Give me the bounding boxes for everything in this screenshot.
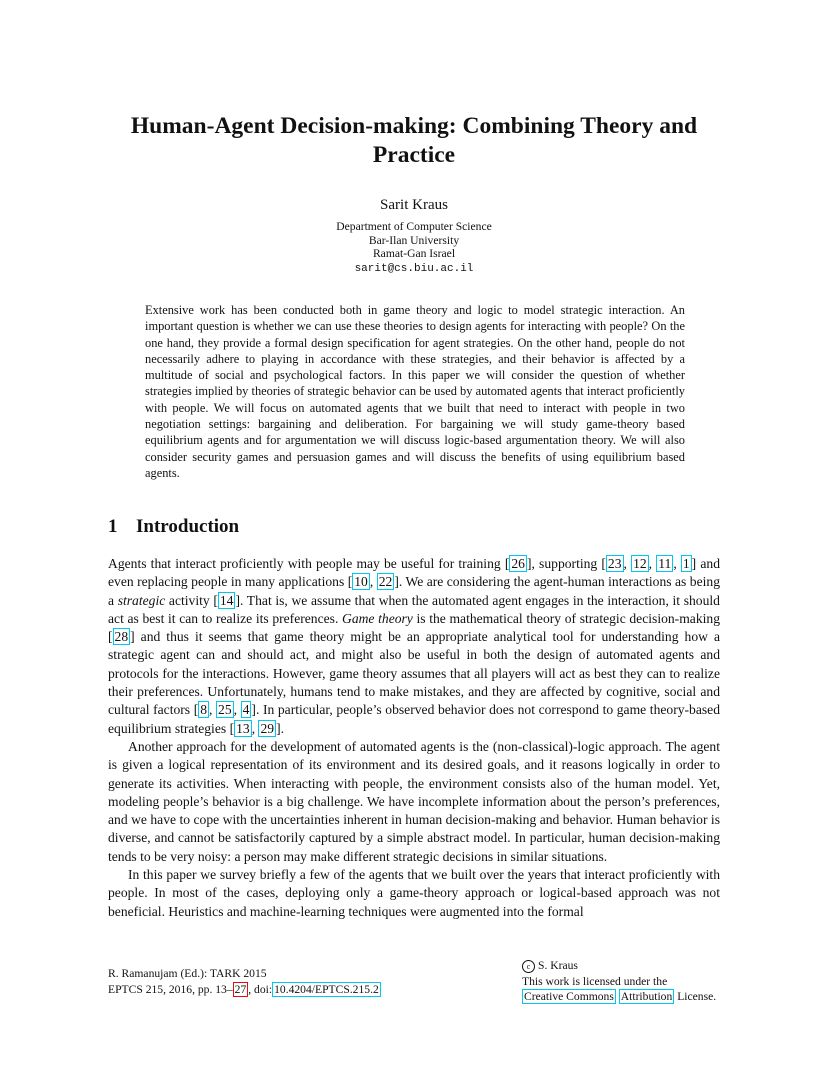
affiliation-department: Department of Computer Science bbox=[336, 220, 492, 233]
copyright-icon: c bbox=[522, 960, 535, 973]
citation-link[interactable]: 28 bbox=[114, 629, 129, 645]
copyright-line bbox=[522, 958, 716, 974]
author-email: sarit@cs.biu.ac.il bbox=[354, 263, 474, 275]
copyright-holder: S. Kraus bbox=[538, 959, 578, 972]
last-page-link[interactable]: 27 bbox=[234, 982, 247, 996]
proceedings-line: R. Ramanujam (Ed.): TARK 2015 bbox=[108, 967, 267, 980]
affiliation-location: Ramat-Gan Israel bbox=[372, 247, 456, 260]
attribution-link[interactable]: Attribution bbox=[620, 990, 673, 1003]
creative-commons-link[interactable]: Creative Commons bbox=[524, 990, 614, 1003]
citation-link[interactable]: 26 bbox=[511, 556, 525, 571]
paper-title: Human-Agent Decision-making: Combining Theory and Practice bbox=[130, 113, 698, 168]
author-affiliation bbox=[0, 220, 828, 261]
paragraph-3: In this paper we survey briefly a few of the agents that we built over the years that interact proficiently with people. In most of the cases, deploying only a game-theory approach or logical-based approach was not beneficial. Heuristics and machine-learning techniques were augmented into the formal bbox=[108, 867, 720, 919]
section-title: Introduction bbox=[136, 516, 240, 537]
citation-link[interactable]: 23 bbox=[607, 556, 622, 571]
affiliation-university: Bar-Ilan University bbox=[368, 233, 460, 247]
citation-link[interactable]: 25 bbox=[218, 702, 232, 718]
section-number: 1 bbox=[108, 516, 118, 537]
citation-link[interactable]: 8 bbox=[200, 702, 208, 718]
citation-link[interactable]: 13 bbox=[236, 720, 250, 736]
emphasis-text: Game theory bbox=[342, 610, 413, 626]
section-heading bbox=[108, 516, 239, 538]
doi-link[interactable]: 10.4204/EPTCS.215.2 bbox=[274, 982, 379, 996]
citation-link[interactable]: 4 bbox=[242, 702, 250, 718]
license-links: Creative Commons Attribution License. bbox=[524, 990, 717, 1003]
citation-link[interactable]: 22 bbox=[378, 574, 393, 590]
author-name: Sarit Kraus bbox=[380, 197, 448, 213]
citation-link[interactable]: 12 bbox=[633, 556, 647, 571]
paragraph-2: Another approach for the development of automated agents is the (non-classical)-logic approach. The agent is given a logical representation of its environment and its desired goals, and it reasons logically in order to generate its activities. When interacting with people, the environment consists also of the human model. Yet, modeling people’s behavior is a big challenge. We have incomplete information about the person’s preferences, and we have to cope with the uncertainties inherent in human decision-making and behavior. Human behavior is diverse, and cannot be satisfactorily captured by a simple abstract model. In particular, human decision-making tends to be very noisy: a person may make different strategic decisions in similar situations. bbox=[108, 738, 720, 864]
citation-link[interactable]: 10 bbox=[354, 574, 368, 590]
body-text bbox=[108, 555, 720, 921]
citation-link[interactable]: 1 bbox=[682, 556, 690, 571]
citation-link[interactable]: 11 bbox=[658, 556, 672, 571]
paragraph-1: Agents that interact proficiently with people may be useful for training [ 26 ], supporting [ 23 , 12 , 11 , 1 ] and even replacing people in many applications [ 10 , 22 ]. We are considering the agent-human interactions as being a strategic activity [ 14 ]. That is, we assume that when the automated agent engages in the interaction, it should act as best it can to realize its preferences. Game theory is the mathematical theory of strategic decision-making [ 28 ] and thus it seems that game theory might be an appropriate analytical tool for understanding how a strategic agent can and should act, and might also be useful in both the design of automated agents and protocols for the interactions. However, game theory assumes that all players will act as best they can to realize their preferences. Unfortunately, humans tend to make mistakes, and they are affected by cognitive, social and cultural factors [ 8 , 25 , 4 ]. In particular, people’s observed behavior does not correspond to game theory-based equilibrium strategies [ 13 , 29 ]. bbox=[108, 556, 721, 736]
publication-footer bbox=[108, 966, 381, 997]
license-footer bbox=[522, 958, 716, 1005]
citation-link[interactable]: 14 bbox=[219, 592, 234, 608]
license-text: This work is licensed under the bbox=[522, 974, 668, 988]
citation-link[interactable]: 29 bbox=[260, 720, 275, 736]
abstract: Extensive work has been conducted both in game theory and logic to model strategic interaction. An important question is whether we can use these theories to design agents for interacting with people? On the one hand, they provide a formal design specification for agent strategies. On the other hand, people do not necessarily adhere to playing in accordance with these strategies, and their behavior is affected by a multitude of social and psychological factors. In this paper we will consider the question of whether strategies implied by theories of strategic behavior can be used by automated agents that interact proficiently with people. We will focus on automated agents that we built that need to interact with people in two negotiation settings: bargaining and deliberation. For bargaining we will study game-theory based equilibrium agents and for argumentation we will discuss logic-based argumentation theory. We will also consider security games and persuasion games and will discuss the benefits of using equilibrium based agents. bbox=[145, 303, 685, 480]
eptcs-line: EPTCS 215, 2016, pp. 13– 27 , doi: 10.4204/EPTCS.215.2 bbox=[108, 982, 379, 996]
emphasis-text: strategic bbox=[117, 592, 166, 608]
